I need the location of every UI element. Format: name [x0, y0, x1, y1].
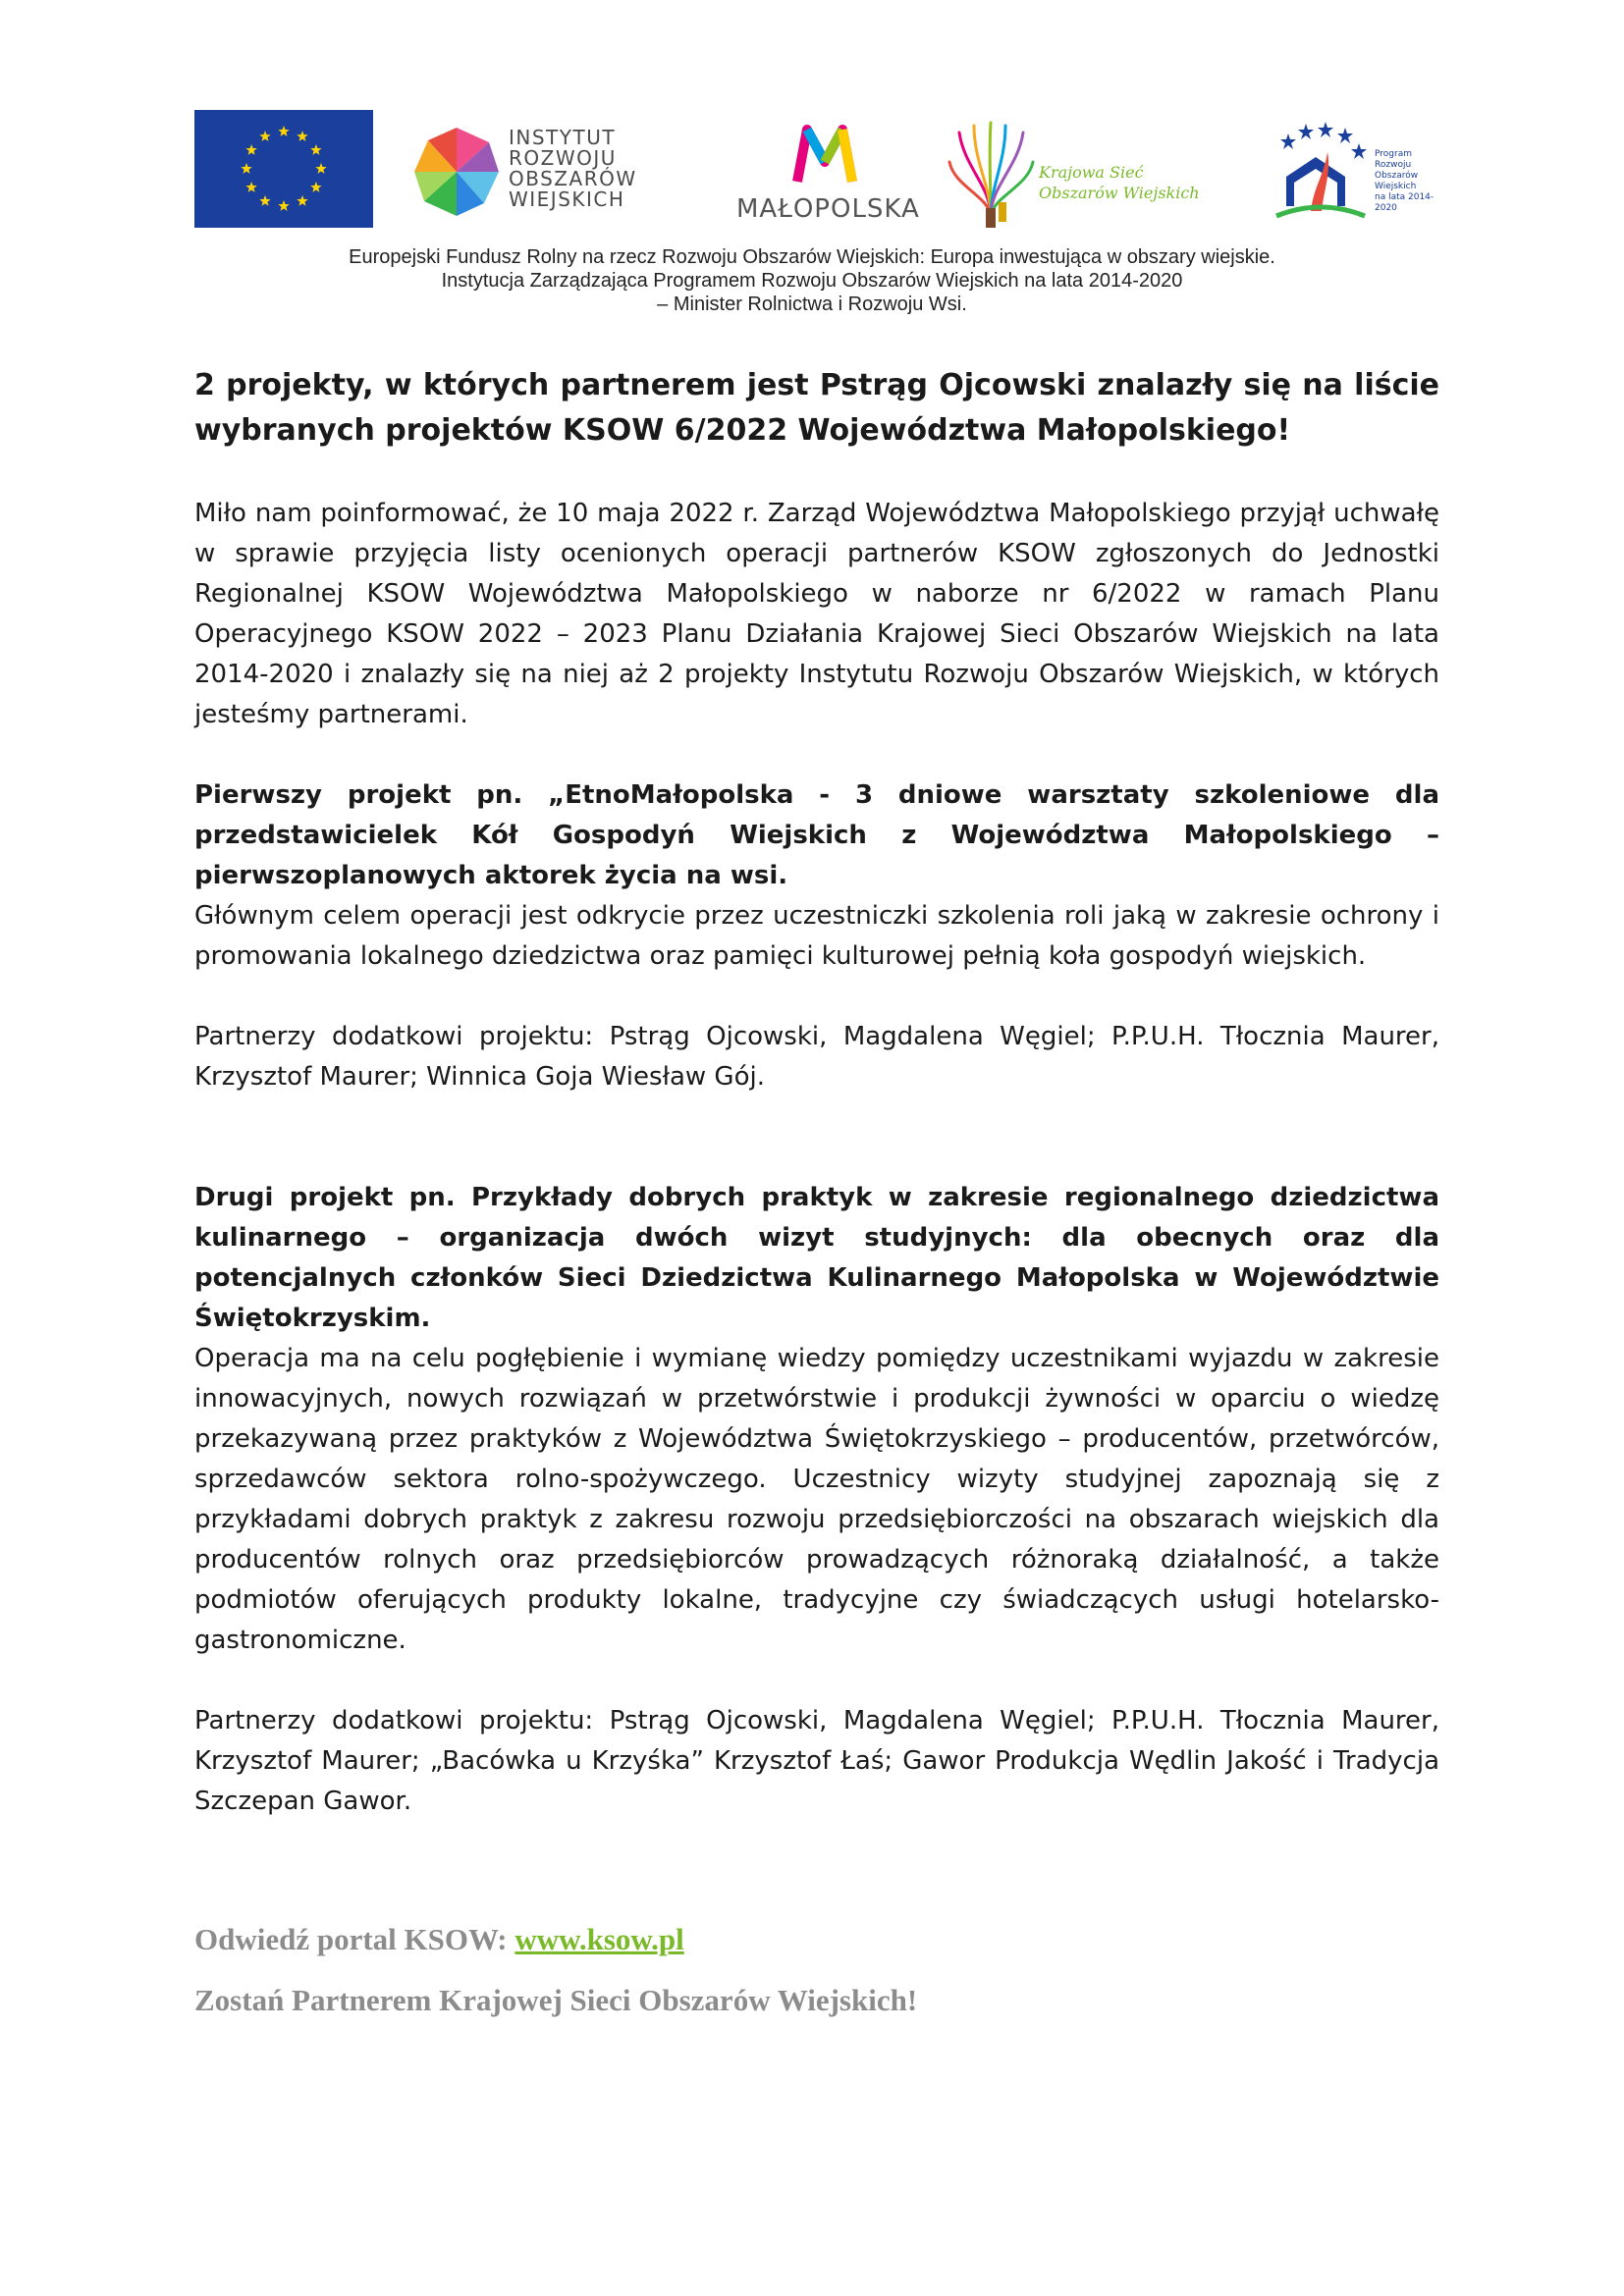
prow-logo — [1267, 118, 1443, 231]
footer-join-cta: Zostań Partnerem Krajowej Sieci Obszarów Wiejskich! — [194, 1983, 918, 2017]
funding-line-2: Instytucja Zarządzająca Programem Rozwoju Obszarów Wiejskich na lata 2014-2020 — [441, 270, 1183, 292]
footer — [194, 1919, 1439, 2021]
irwir-line-2: ROZWOJU — [509, 146, 617, 170]
prow-line-3: Obszarów — [1375, 171, 1419, 181]
irwir-line-1: INSTYTUT — [509, 126, 617, 149]
project-2-section — [194, 1178, 1439, 1661]
project-2-partners: Partnerzy dodatkowi projektu: Pstrąg Ojcowski, Magdalena Węgiel; P.P.U.H. Tłocznia Maurer, Krzysztof Maurer; „Bacówka u Krzyśka” Krzysztof Łaś; Gawor Produkcja Wędlin Jakość i Tradycja Szczepan Gawor. — [194, 1706, 1439, 1816]
malopolska-name: MAŁOPOLSKA — [736, 194, 920, 224]
funding-line-1: Europejski Fundusz Rolny na rzecz Rozwoju Obszarów Wiejskich: Europa inwestująca w obszary wiejskie. — [349, 246, 1275, 268]
ksow-logo — [945, 118, 1229, 231]
footer-visit-label: Odwiedź portal KSOW: — [194, 1922, 515, 1956]
project-1-section — [194, 775, 1439, 977]
prow-emblem-icon — [1267, 118, 1375, 226]
malopolska-m-icon — [736, 118, 913, 191]
malopolska-logo — [736, 118, 920, 231]
article-body — [194, 363, 1439, 1822]
project-1-partners: Partnerzy dodatkowi projektu: Pstrąg Ojcowski, Magdalena Węgiel; P.P.U.H. Tłocznia Maurer, Krzysztof Maurer; Winnica Goja Wiesław Gój. — [194, 1022, 1439, 1092]
logos-row — [0, 108, 1624, 231]
eu-stars-icon — [194, 110, 373, 228]
project-1-heading: Pierwszy projekt pn. „EtnoMałopolska - 3 dniowe warsztaty szkoleniowe dla przedstawicielek Kół Gospodyń Wiejskich z Województwa Małopolskiego – pierwszoplanowych aktorek życia na wsi. — [194, 780, 1439, 890]
prow-name — [1375, 149, 1443, 214]
intro-paragraph: Miło nam poinformować, że 10 maja 2022 r. Zarząd Województwa Małopolskiego przyjął uchwałę w sprawie przyjęcia listy ocenionych operacji partnerów KSOW zgłoszonych do Jednostki Regionalnej KSOW Województwa Małopolskiego w naborze nr 6/2022 w ramach Planu Operacyjnego KSOW 2022 – 2023 Planu Działania Krajowej Sieci Obszarów Wiejskich na lata 2014-2020 i znalazły się na niej aż 2 projekty Instytutu Rozwoju Obszarów Wiejskich, w których jesteśmy partnerami. — [194, 499, 1439, 729]
pinwheel-icon — [410, 123, 504, 221]
ksow-line-1: Krajowa Sieć — [1039, 163, 1144, 182]
project-2-heading: Drugi projekt pn. Przykłady dobrych praktyk w zakresie regionalnego dziedzictwa kulinarnego – organizacja dwóch wizyt studyjnych: dla obecnych oraz dla potencjalnych członków Sieci Dziedzictwa Kulinarnego Małopolska w Województwie Świętokrzyskim. — [194, 1183, 1439, 1333]
irwir-name — [509, 128, 637, 210]
prow-line-1: Program — [1375, 149, 1412, 159]
eu-flag-logo — [194, 110, 373, 228]
irwir-logo — [410, 118, 656, 226]
funding-info — [0, 245, 1624, 316]
ksow-tree-icon — [945, 118, 1038, 231]
irwir-line-3: OBSZARÓW — [509, 167, 637, 190]
prow-line-2: Rozwoju — [1375, 160, 1412, 170]
article-title: 2 projekty, w których partnerem jest Pstrąg Ojcowski znalazły się na liście wybranych projektów KSOW 6/2022 Województwa Małopolskiego! — [194, 368, 1439, 448]
ksow-name — [1039, 162, 1200, 203]
footer-visit-line — [194, 1919, 1439, 1960]
irwir-line-4: WIEJSKICH — [509, 187, 625, 211]
ksow-portal-link[interactable]: www.ksow.pl — [514, 1922, 684, 1956]
ksow-line-2: Obszarów Wiejskich — [1039, 184, 1200, 202]
project-1-description: Głównym celem operacji jest odkrycie przez uczestniczki szkolenia roli jaką w zakresie ochrony i promowania lokalnego dziedzictwa oraz pamięci kulturowej pełnią koła gospodyń wiejskich. — [194, 901, 1439, 971]
prow-line-5: na lata 2014-2020 — [1375, 192, 1435, 213]
funding-line-3: – Minister Rolnictwa i Rozwoju Wsi. — [657, 294, 967, 315]
prow-line-4: Wiejskich — [1375, 182, 1417, 191]
project-2-description: Operacja ma na celu pogłębienie i wymianę wiedzy pomiędzy uczestnikami wyjazdu w zakresie innowacyjnych, nowych rozwiązań w przetwórstwie i produkcji żywności w oparciu o wiedzę przekazywaną przez praktyków z Województwa Świętokrzyskiego – producentów, przetwórców, sprzedawców sektora rolno-spożywczego. Uczestnicy wizyty studyjnej zapoznają się z przykładami dobrych praktyk z zakresu rozwoju przedsiębiorczości na obszarach wiejskich dla producentów rolnych oraz przedsiębiorców prowadzących różnoraką działalność, a także podmiotów oferujących produkty lokalne, tradycyjne czy świadczących usługi hotelarsko-gastronomiczne. — [194, 1344, 1439, 1655]
